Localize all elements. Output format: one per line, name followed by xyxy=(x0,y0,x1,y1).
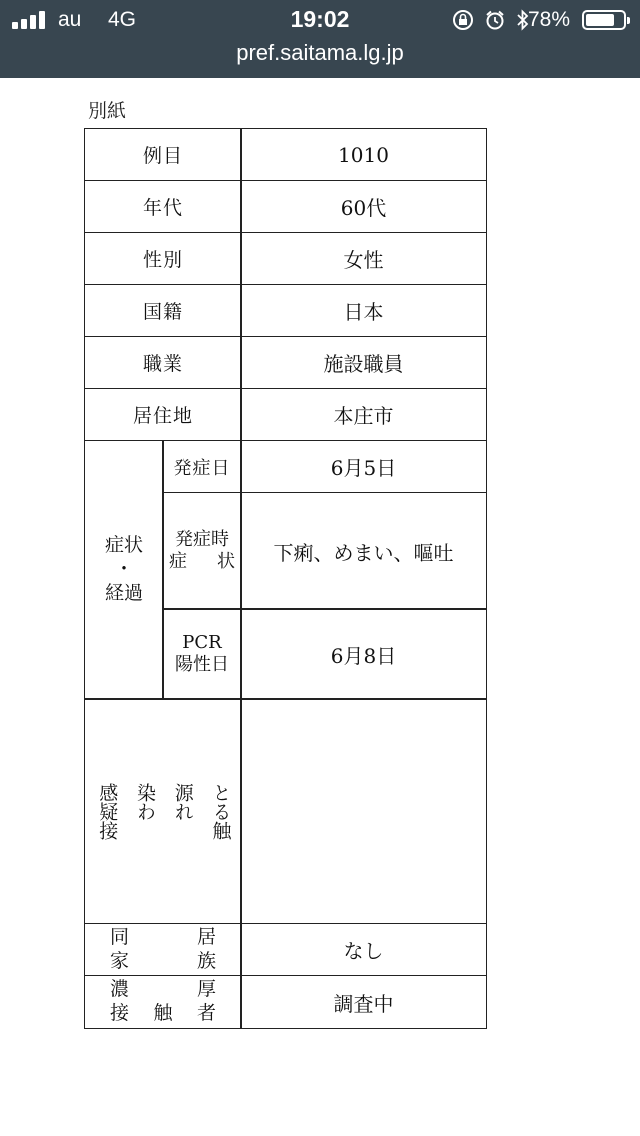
onset-date-label: 発症日 xyxy=(162,440,242,493)
onset-symptoms-label-line1: 発症時 xyxy=(175,528,229,550)
case-no-value: 1010 xyxy=(240,128,487,181)
infection-source-value xyxy=(240,698,487,924)
symptoms-label-line1: 症状 xyxy=(104,534,143,557)
url-domain[interactable]: pref.saitama.lg.jp xyxy=(236,40,404,65)
case-no-label: 例目 xyxy=(84,128,242,181)
onset-symptoms-value: 下痢、めまい、嘔吐 xyxy=(240,492,487,610)
close-contacts-value: 調査中 xyxy=(240,975,487,1029)
cohabit-l2a: 家 xyxy=(110,949,130,972)
onset-symptoms-label xyxy=(162,492,242,610)
battery-level-fill xyxy=(586,14,614,26)
battery-percent: 78% xyxy=(527,8,570,31)
status-icons xyxy=(452,9,530,31)
status-bar xyxy=(0,0,640,40)
residence-label: 居住地 xyxy=(84,388,242,441)
contacts-l2b: 触 xyxy=(153,1002,173,1024)
carrier-name: au xyxy=(58,8,82,31)
status-time: 19:02 xyxy=(290,6,350,32)
symptoms-label-line2: ・ xyxy=(114,558,134,581)
pcr-label-line1: PCR xyxy=(182,631,222,653)
close-contacts-label xyxy=(84,975,242,1029)
orientation-lock-icon xyxy=(452,9,474,31)
browser-top-bar xyxy=(0,0,640,78)
cohabiting-family-label xyxy=(84,923,242,976)
occupation-value: 施設職員 xyxy=(240,336,487,389)
infection-source-col4: とる触 xyxy=(209,782,232,840)
pcr-label-line2: 陽性日 xyxy=(175,654,229,675)
symptoms-group-label xyxy=(84,440,164,700)
onset-symptoms-label-line2a: 症 xyxy=(169,551,187,572)
infection-source-col3: 源れ xyxy=(171,782,194,821)
nationality-label: 国籍 xyxy=(84,284,242,337)
case-table xyxy=(84,128,487,1029)
cohabit-l1a: 同 xyxy=(110,925,130,948)
age-label: 年代 xyxy=(84,180,242,233)
network-type: 4G xyxy=(108,8,137,31)
onset-symptoms-label-line2b: 状 xyxy=(217,551,235,572)
pcr-positive-value: 6月8日 xyxy=(240,608,487,700)
nationality-value: 日本 xyxy=(240,284,487,337)
infection-source-col2: 染わ xyxy=(134,782,156,821)
age-value: 60代 xyxy=(240,180,487,233)
residence-value: 本庄市 xyxy=(240,388,487,441)
contacts-l2a: 接 xyxy=(110,1002,130,1024)
symptoms-label-line3: 経過 xyxy=(104,581,143,604)
infection-source-col1: 感疑接 xyxy=(96,782,119,840)
sex-value: 女性 xyxy=(240,232,487,285)
annex-label: 別紙 xyxy=(88,100,127,122)
cohabit-l2b: 族 xyxy=(196,949,216,972)
cohabit-l1b: 居 xyxy=(196,925,216,948)
onset-date-value: 6月5日 xyxy=(240,440,487,493)
battery-icon xyxy=(582,10,626,30)
sex-label: 性別 xyxy=(84,232,242,285)
infection-source-label xyxy=(84,698,242,924)
occupation-label: 職業 xyxy=(84,336,242,389)
contacts-l1b: 厚 xyxy=(196,978,216,1001)
cohabiting-family-value: なし xyxy=(240,923,487,976)
contacts-l1a: 濃 xyxy=(110,978,130,1001)
pcr-positive-label xyxy=(162,608,242,700)
contacts-l2c: 者 xyxy=(196,1002,216,1024)
alarm-icon xyxy=(484,9,506,31)
